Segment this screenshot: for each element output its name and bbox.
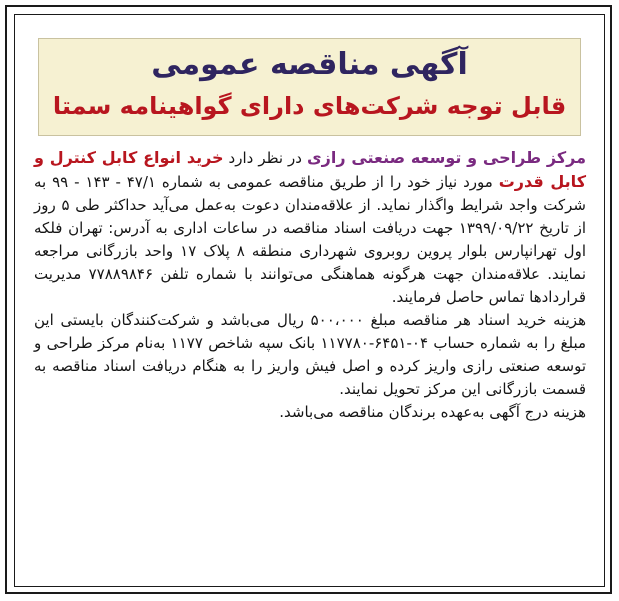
tender-details-text: مورد نیاز خود را از طریق مناقصه عمومی به شماره ۴۷/۱ - ۱۴۳ - ۹۹ به شرکت واجد شرایط واگذار نماید. از علاقه‌مندان دعوت به‌عمل می‌آید حداکثر طی ۵ روز از تاریخ ۱۳۹۹/۰۹/۲۲ جهت دریافت اسناد مناقصه در ساعات اداری به آدرس: تهران فلکه اول تهرانپارس بلوار پروین روبروی شهرداری منطقه ۸ پلاک ۱۷ واحد بازرگانی مراجعه نمایند. علاقه‌مندان جهت هرگونه هماهنگی می‌توانند با شماره تلفن ۷۷۸۸۹۸۴۶ مدیریت قراردادها تماس حاصل فرمایند. xyxy=(34,173,587,306)
paragraph-ad-cost: هزینه درج آگهی به‌عهده برندگان مناقصه می‌باشد. xyxy=(279,403,586,421)
paragraph-payment: هزینه خرید اسناد هر مناقصه مبلغ ۵۰۰،۰۰۰ ریال می‌باشد و شرکت‌کنندگان بایستی این مبلغ را به شماره حساب ۰۴-۶۴۵۱-۱۱۷۷۸۰ بانک سپه شاخص ۱۱۷۷ به‌نام مرکز طراحی و توسعه صنعتی رازی واریز کرده و اصل فیش واریز را به هنگام دریافت اسناد مناقصه به قسمت بازرگانی این مرکز تحویل نمایند. xyxy=(34,311,587,398)
paragraph-tender-details xyxy=(34,146,586,309)
notice-header xyxy=(38,38,581,136)
notice-title: آگهی مناقصه عمومی xyxy=(151,47,468,82)
notice-body xyxy=(34,146,586,424)
notice-subtitle: قابل توجه شرکت‌های دارای گواهینامه سمتا xyxy=(52,92,567,120)
lead-in-text: در نظر دارد xyxy=(223,149,307,167)
purchase-item: خرید انواع کابل کنترل و کابل قدرت xyxy=(34,148,586,191)
organization-name: مرکز طراحی و توسعه صنعتی رازی xyxy=(306,148,587,167)
